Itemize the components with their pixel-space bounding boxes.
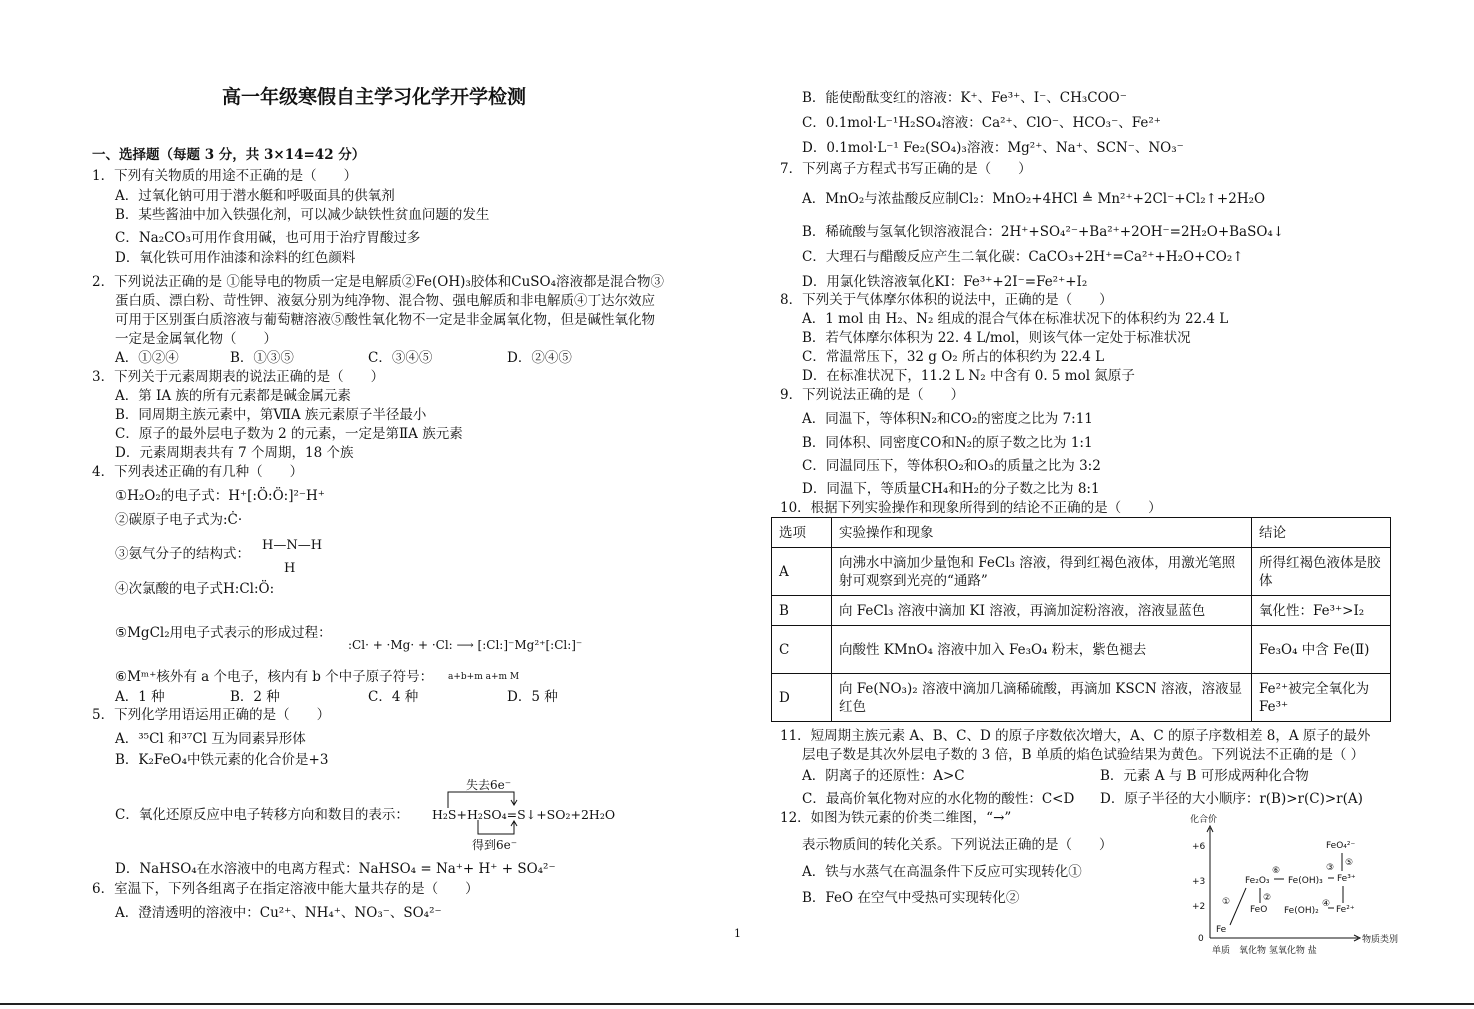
q7-option-b: B．稀硫酸与氢氧化钡溶液混合：2H⁺+SO₄²⁻+Ba²⁺+2OH⁻=2H₂O+BaSO₄↓ xyxy=(802,224,1285,240)
label-4: ④ xyxy=(1322,899,1331,909)
q7-option-a: A．MnO₂与浓盐酸反应制Cl₂：MnO₂+4HCl ≜ Mn²⁺+2Cl⁻+Cl₂↑+2H₂O xyxy=(802,191,1266,207)
q7-stem: 7．下列离子方程式书写正确的是（ ） xyxy=(780,161,1032,177)
mgcl2-formation: :Cl· + ·Mg· + ·Cl: ⟶ [:Cl:]⁻Mg²⁺[:Cl:]⁻ xyxy=(348,638,583,652)
q5-option-b: B．K₂FeO₄中铁元素的化合价是+3 xyxy=(115,752,329,768)
q9-option-a: A．同温下，等体积N₂和CO₂的密度之比为 7:11 xyxy=(802,411,1093,427)
q8-option-d: D．在标准状况下，11.2 L N₂ 中含有 0. 5 mol 氮原子 xyxy=(802,368,1135,384)
label-6: ⑥ xyxy=(1272,866,1281,876)
q7-option-c: C．大理石与醋酸反应产生二氧化碳：CaCO₃+2H⁺=Ca²⁺+H₂O+CO₂↑ xyxy=(802,249,1244,265)
q1-option-b: B．某些酱油中加入铁强化剂，可以减少缺铁性贫血问题的发生 xyxy=(115,207,490,223)
q4-option-d: D．5 种 xyxy=(507,689,558,705)
table-cell-option: B xyxy=(772,596,832,626)
table-row xyxy=(772,626,1391,674)
ytick-plus3: +3 xyxy=(1192,877,1206,887)
ytick-zero: 0 xyxy=(1198,934,1204,944)
electron-lose-label: 失去6e⁻ xyxy=(466,778,512,792)
ammonia-structure: H—N—H xyxy=(262,538,323,553)
experiment-table xyxy=(771,517,1391,722)
table-cell-procedure: 向 FeCl₃ 溶液中滴加 KI 溶液，再滴加淀粉溶液，溶液显蓝色 xyxy=(832,596,1252,626)
table-header-conclusion: 结论 xyxy=(1252,518,1391,548)
species-feoh3: Fe(OH)₃ xyxy=(1288,876,1323,886)
page-number: 1 xyxy=(734,927,741,940)
table-row xyxy=(772,674,1391,722)
q2-line1: 2．下列说法正确的是 ①能导电的物质一定是电解质②Fe(OH)₃胶体和CuSO₄溶液都是混合物③ xyxy=(92,274,665,290)
electron-gain-label: 得到6e⁻ xyxy=(472,838,518,852)
table-row xyxy=(772,548,1391,596)
q4-item6: ⑥Mᵐ⁺核外有 a 个电子，核内有 b 个中子原子符号： xyxy=(115,669,434,685)
q2-line3: 可用于区别蛋白质溶液与葡萄糖溶液⑤酸性氧化物不一定是非金属氧化物，但是碱性氧化物 xyxy=(115,312,655,328)
section-heading: 一、选择题（每题 3 分，共 3×14=42 分） xyxy=(92,147,366,163)
q5-option-c: C．氧化还原反应中电子转移方向和数目的表示： xyxy=(115,807,409,823)
redox-equation: H₂S+H₂SO₄=S↓+SO₂+2H₂O xyxy=(432,807,616,822)
ytick-plus6: +6 xyxy=(1192,842,1206,852)
x-categories: 单质 氧化物 氢氧化物 盐 xyxy=(1212,946,1317,956)
q6-stem: 6．室温下，下列各组离子在指定溶液中能大量共存的是（ ） xyxy=(92,881,479,897)
q6-option-a: A．澄清透明的溶液中：Cu²⁺、NH₄⁺、NO₃⁻、SO₄²⁻ xyxy=(115,905,442,921)
q8-option-c: C．常温常压下，32 g O₂ 所占的体积约为 22.4 L xyxy=(802,349,1105,365)
q7-option-d: D．用氯化铁溶液氧化KI：Fe³⁺+2I⁻=Fe²⁺+I₂ xyxy=(802,274,1088,290)
q9-stem: 9．下列说法正确的是（ ） xyxy=(780,387,965,403)
q5-option-a: A．³⁵Cl 和³⁷Cl 互为同素异形体 xyxy=(115,731,306,747)
species-fe: Fe xyxy=(1216,925,1227,935)
label-2: ② xyxy=(1263,893,1272,903)
q1-option-c: C．Na₂CO₃可用作食用碱，也可用于治疗胃酸过多 xyxy=(115,230,421,246)
table-cell-procedure: 向 Fe(NO₃)₂ 溶液中滴加几滴稀硫酸，再滴加 KSCN 溶液，溶液显红色 xyxy=(832,674,1252,722)
table-cell-conclusion: 氧化性：Fe³⁺>I₂ xyxy=(1252,596,1391,626)
q4-item2: ②碳原子电子式为:Ċ· xyxy=(115,512,243,528)
diagram-xlabel: 物质类别 xyxy=(1362,935,1399,945)
table-cell-option: D xyxy=(772,674,832,722)
label-1: ① xyxy=(1222,897,1231,907)
table-cell-procedure: 向沸水中滴加少量饱和 FeCl₃ 溶液，得到红褐色液体，用激光笔照射可观察到光亮的“通路” xyxy=(832,548,1252,596)
page-title: 高一年级寒假自主学习化学开学检测 xyxy=(222,86,527,108)
q11-option-a: A．阴离子的还原性：A>C xyxy=(802,768,965,784)
q6-option-b: B．能使酚酞变红的溶液：K⁺、Fe³⁺、I⁻、CH₃COO⁻ xyxy=(802,90,1127,106)
q4-item4: ④次氯酸的电子式H:Cl:Ö: xyxy=(115,581,275,597)
q9-option-b: B．同体积、同密度CO和N₂的原子数之比为 1:1 xyxy=(802,435,1093,451)
q5-stem: 5．下列化学用语运用正确的是（ ） xyxy=(92,707,331,723)
nuclide-symbol: a+b+m a+m M xyxy=(448,672,520,682)
species-fe2: Fe²⁺ xyxy=(1336,905,1355,915)
q4-option-c: C．4 种 xyxy=(368,689,419,705)
q6-option-c: C．0.1mol·L⁻¹H₂SO₄溶液：Ca²⁺、ClO⁻、HCO₃⁻、Fe²⁺ xyxy=(802,115,1161,131)
q3-option-a: A．第 IA 族的所有元素都是碱金属元素 xyxy=(115,388,351,404)
q4-stem: 4．下列表述正确的有几种（ ） xyxy=(92,464,304,480)
q11-option-d: D．原子半径的大小顺序：r(B)>r(C)>r(A) xyxy=(1100,791,1363,807)
q6-option-d: D．0.1mol·L⁻¹ Fe₂(SO₄)₃溶液：Mg²⁺、Na⁺、SCN⁻、NO₃⁻ xyxy=(802,140,1184,156)
q8-stem: 8．下列关于气体摩尔体积的说法中，正确的是（ ） xyxy=(780,292,1113,308)
q4-item1: ①H₂O₂的电子式：H⁺[:Ö:Ö:]²⁻H⁺ xyxy=(115,488,325,504)
table-cell-option: C xyxy=(772,626,832,674)
q11-line1: 11．短周期主族元素 A、B、C、D 的原子序数依次增大，A、C 的原子序数相差 8，A 原子的最外 xyxy=(780,728,1371,744)
table-row xyxy=(772,596,1391,626)
q2-line4: 一定是金属氧化物（ ） xyxy=(115,331,277,347)
electron-transfer-arrows xyxy=(440,788,560,838)
ytick-plus2: +2 xyxy=(1192,902,1206,912)
table-header-option: 选项 xyxy=(772,518,832,548)
q12-option-b: B．FeO 在空气中受热可实现转化② xyxy=(802,890,1020,906)
q2-line2: 蛋白质、漂白粉、苛性钾、液氨分别为纯净物、混合物、强电解质和非电解质④丁达尔效应 xyxy=(115,293,655,309)
q11-line2: 层电子数是其次外层电子数的 3 倍，B 单质的焰色试验结果为黄色。下列说法不正确的是（ ） xyxy=(802,747,1365,763)
q5-option-d: D．NaHSO₄在水溶液中的电离方程式：NaHSO₄ = Na⁺+ H⁺ + SO₄²⁻ xyxy=(115,861,556,877)
q11-option-b: B．元素 A 与 B 可形成两种化合物 xyxy=(1100,768,1309,784)
ammonia-structure-h: H xyxy=(284,561,296,576)
table-cell-conclusion: Fe₃O₄ 中含 Fe(Ⅱ) xyxy=(1252,626,1391,674)
q12-line2: 表示物质间的转化关系。下列说法正确的是（ ） xyxy=(802,837,1113,853)
q4-option-b: B．2 种 xyxy=(230,689,280,705)
q4-item5: ⑤MgCl₂用电子式表示的形成过程： xyxy=(115,625,332,641)
bottom-rule xyxy=(0,1003,1474,1005)
species-fe2o3: Fe₂O₃ xyxy=(1245,876,1270,886)
q3-option-d: D．元素周期表共有 7 个周期，18 个族 xyxy=(115,445,354,461)
diagram-ylabel: 化合价 xyxy=(1190,815,1218,825)
q9-option-d: D．同温下，等质量CH₄和H₂的分子数之比为 8:1 xyxy=(802,481,1100,497)
iron-valence-diagram xyxy=(1180,808,1420,958)
arrow-1 xyxy=(1230,888,1246,925)
q2-option-a: A．①②④ xyxy=(115,350,179,366)
species-feo4: FeO₄²⁻ xyxy=(1326,841,1356,851)
q3-option-b: B．同周期主族元素中，第ⅦA 族元素原子半径最小 xyxy=(115,407,427,423)
q1-option-d: D．氧化铁可用作油漆和涂料的红色颜料 xyxy=(115,250,356,266)
q8-option-b: B．若气体摩尔体积为 22. 4 L/mol，则该气体一定处于标准状况 xyxy=(802,330,1191,346)
q3-stem: 3．下列关于元素周期表的说法正确的是（ ） xyxy=(92,369,385,385)
q3-option-c: C．原子的最外层电子数为 2 的元素，一定是第ⅡA 族元素 xyxy=(115,426,463,442)
q2-option-c: C．③④⑤ xyxy=(368,350,433,366)
species-fe3: Fe³⁺ xyxy=(1337,874,1356,884)
table-cell-procedure: 向酸性 KMnO₄ 溶液中加入 Fe₃O₄ 粉末，紫色褪去 xyxy=(832,626,1252,674)
table-header-procedure: 实验操作和现象 xyxy=(832,518,1252,548)
q12-option-a: A．铁与水蒸气在高温条件下反应可实现转化① xyxy=(802,864,1082,880)
q4-item3: ③氨气分子的结构式： xyxy=(115,546,250,562)
q10-stem: 10．根据下列实验操作和现象所得到的结论不正确的是（ ） xyxy=(780,500,1162,516)
label-5: ⑤ xyxy=(1345,858,1354,868)
species-feo: FeO xyxy=(1250,905,1268,915)
q12-line1: 12．如图为铁元素的价类二维图，“→” xyxy=(780,810,1012,826)
table-cell-option: A xyxy=(772,548,832,596)
q9-option-c: C．同温同压下，等体积O₂和O₃的质量之比为 3:2 xyxy=(802,458,1101,474)
q1-option-a: A．过氧化钠可用于潜水艇和呼吸面具的供氧剂 xyxy=(115,188,395,204)
q11-option-c: C．最高价氧化物对应的水化物的酸性：C<D xyxy=(802,791,1075,807)
species-feoh2: Fe(OH)₂ xyxy=(1284,906,1319,916)
q1-stem: 1．下列有关物质的用途不正确的是（ ） xyxy=(92,168,358,184)
q2-option-b: B．①③⑤ xyxy=(230,350,294,366)
table-cell-conclusion: 所得红褐色液体是胶体 xyxy=(1252,548,1391,596)
table-cell-conclusion: Fe²⁺被完全氧化为 Fe³⁺ xyxy=(1252,674,1391,722)
label-3: ③ xyxy=(1326,863,1335,873)
q8-option-a: A．1 mol 由 H₂、N₂ 组成的混合气体在标准状况下的体积约为 22.4 L xyxy=(802,311,1229,327)
q4-option-a: A．1 种 xyxy=(115,689,165,705)
q2-option-d: D．②④⑤ xyxy=(507,350,572,366)
